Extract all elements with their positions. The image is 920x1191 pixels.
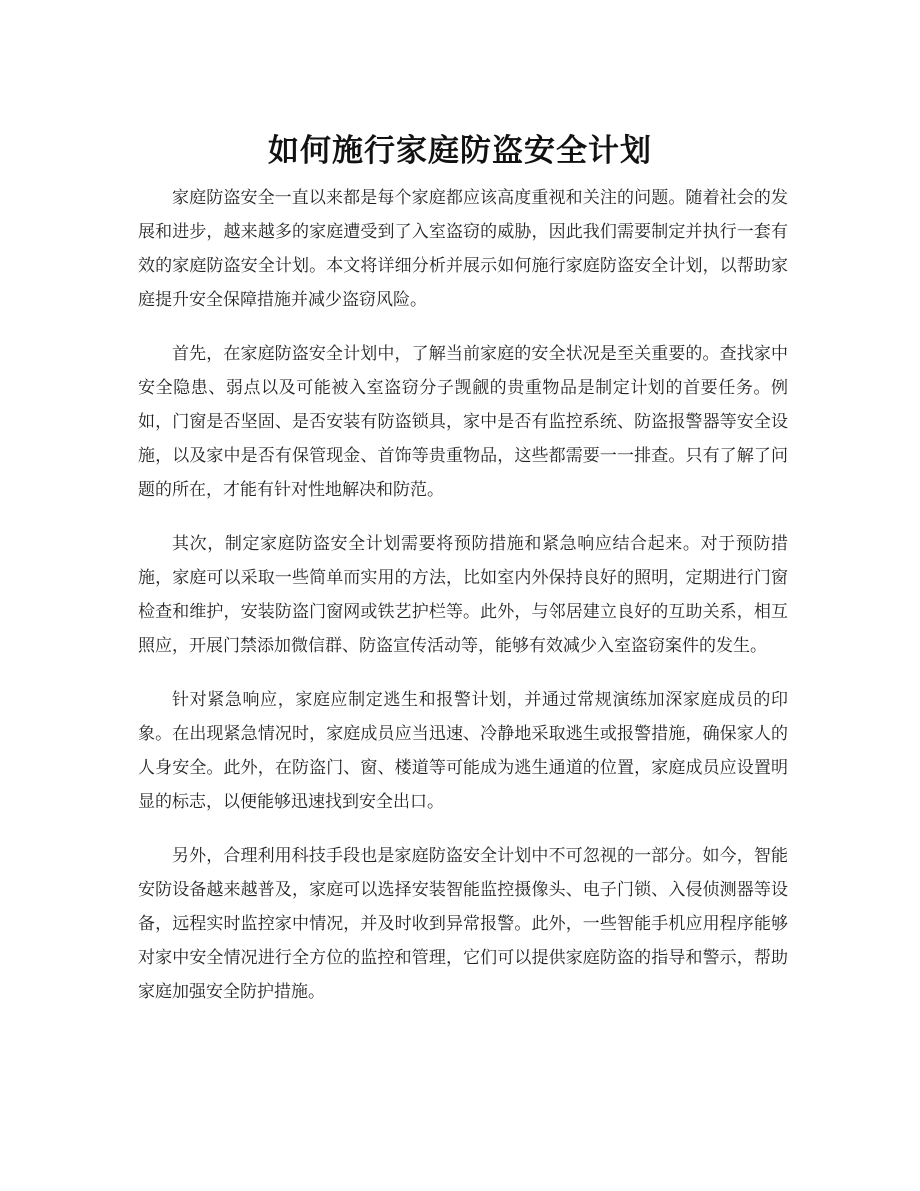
paragraph-technology: 另外，合理利用科技手段也是家庭防盗安全计划中不可忽视的一部分。如今，智能安防设备越来越普及，家庭可以选择安装智能监控摄像头、电子门锁、入侵侦测器等设备，远程实时监控家中情况，并及时收到异常报警。此外，一些智能手机应用程序能够对家中安全情况进行全方位的监控和管理，它们可以提供家庭防盗的指导和警示，帮助家庭加强安全防护措施。	[138, 846, 788, 1002]
document-body	[138, 181, 788, 1029]
paragraph-assessment: 首先，在家庭防盗安全计划中，了解当前家庭的安全状况是至关重要的。查找家中安全隐患、弱点以及可能被入室盗窃分子觊觎的贵重物品是制定计划的首要任务。例如，门窗是否坚固、是否安装有防盗锁具，家中是否有监控系统、防盗报警器等安全设施，以及家中是否有保管现金、首饰等贵重物品，这些都需要一一排查。只有了解了问题的所在，才能有针对性地解决和防范。	[138, 344, 788, 500]
paragraph-intro: 家庭防盗安全一直以来都是每个家庭都应该高度重视和关注的问题。随着社会的发展和进步，越来越多的家庭遭受到了入室盗窃的威胁，因此我们需要制定并执行一套有效的家庭防盗安全计划。本文将详细分析并展示如何施行家庭防盗安全计划，以帮助家庭提升安全保障措施并减少盗窃风险。	[138, 188, 788, 310]
page-title: 如何施行家庭防盗安全计划	[268, 132, 652, 169]
paragraph-prevention: 其次，制定家庭防盗安全计划需要将预防措施和紧急响应结合起来。对于预防措施，家庭可以采取一些简单而实用的方法，比如室内外保持良好的照明，定期进行门窗检查和维护，安装防盗门窗网或铁艺护栏等。此外，与邻居建立良好的互助关系，相互照应，开展门禁添加微信群、防盗宣传活动等，能够有效减少入室盗窃案件的发生。	[138, 534, 788, 656]
paragraph-emergency-response: 针对紧急响应，家庭应制定逃生和报警计划，并通过常规演练加深家庭成员的印象。在出现紧急情况时，家庭成员应当迅速、冷静地采取逃生或报警措施，确保家人的人身安全。此外，在防盗门、窗、楼道等可能成为逃生通道的位置，家庭成员应设置明显的标志，以便能够迅速找到安全出口。	[138, 690, 788, 812]
